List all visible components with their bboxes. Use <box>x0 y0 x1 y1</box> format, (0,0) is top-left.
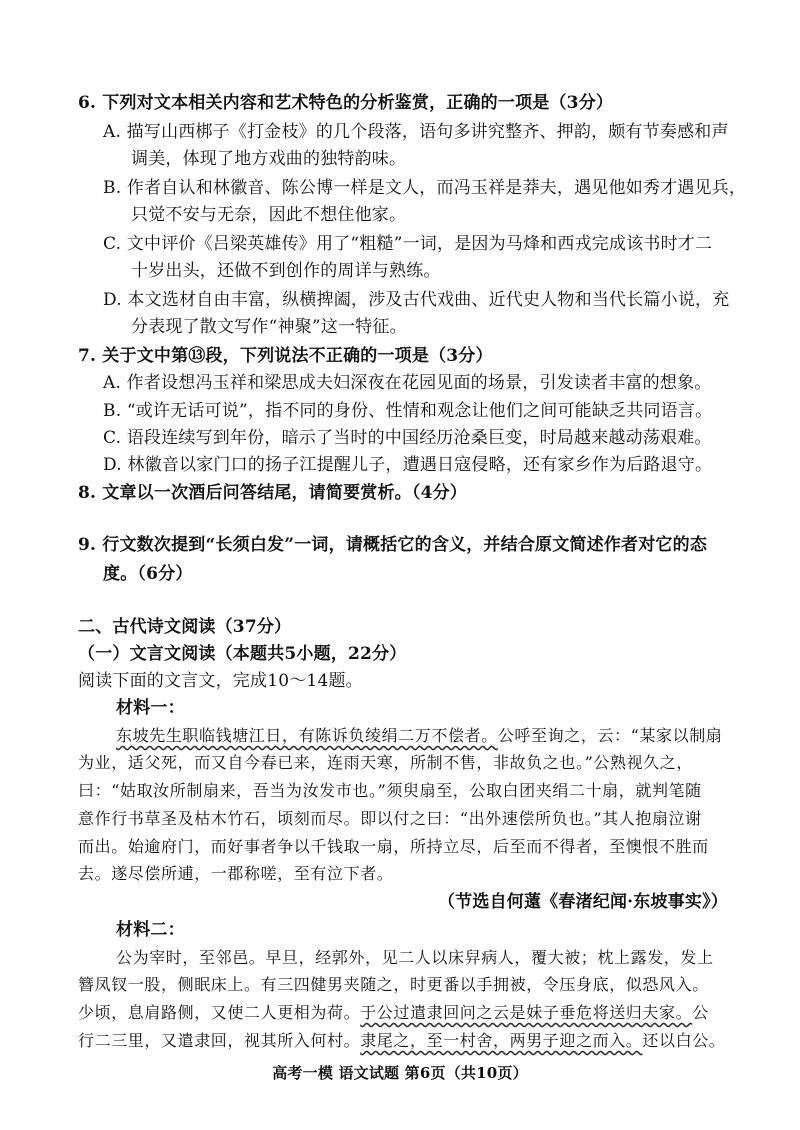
q6-option-a-line1: A. 描写山西梆子《打金枝》的几个段落，语句多讲究整齐、押韵，颇有节奏感和声 <box>103 122 729 142</box>
material1-underlined-phrase: 东坡先生职临钱塘江日，有陈诉负绫绢二万不偿者。 <box>116 726 498 745</box>
q6-option-d-line2: 分表现了散文写作“神聚”这一特征。 <box>131 317 407 337</box>
material2-underlined-phrase-2: 隶尾之，至一村舍，两男子迎之而入。 <box>360 1031 643 1050</box>
q7-option-b: B. “或许无话可说”，指不同的身份、性情和观念让他们之间可能缺乏共同语言。 <box>103 401 713 421</box>
material2-line4-end: 还以白公。 <box>642 1031 726 1050</box>
q7-option-d: D. 林徽音以家门口的扬子江提醒儿子，遭遇日寇侵略，还有家乡作为后路退守。 <box>103 455 713 475</box>
subsection-title: （一）文言文阅读（本题共5小题，22分） <box>78 644 407 664</box>
q6-option-c-line1: C. 文中评价《吕梁英雄传》用了“粗糙”一词，是因为马烽和西戎完成该书时才二 <box>103 234 713 254</box>
material2-line3-end: 公 <box>692 1003 709 1022</box>
section-title: 二、古代诗文阅读（37分） <box>78 617 292 637</box>
q6-option-b-line2: 只觉不安与无奈，因此不想住他家。 <box>131 205 407 225</box>
material2-line4 <box>78 1030 725 1052</box>
material2-line1: 公为宰时，至邻邑。早旦，经郭外，见二人以床舁病人，覆大被；枕上露发，发上 <box>116 948 714 967</box>
q6-option-b-line1: B. 作者自认和林徽音、陈公博一样是文人，而冯玉祥是莽夫，遇见他如秀才遇见兵， <box>103 178 747 198</box>
material1-line3: 曰：“姑取汝所制扇来，吾当为汝发市也。”须臾扇至，公取白团夹绢二十扇，就判笔随 <box>78 781 702 800</box>
material1-line5: 而出。始逾府门，而好事者争以千钱取一扇，所持立尽，后至而不得者，至懊恨不胜而 <box>78 837 709 856</box>
material1-line1-rest: 公呼至询之，云：“某家以制扇 <box>497 726 723 745</box>
q6-option-d-line1: D. 本文选材自由丰富，纵横捭阖，涉及古代戏曲、近代史人物和当代长篇小说，充 <box>103 290 730 310</box>
q9-stem-line2: 度。（6分） <box>103 564 193 584</box>
q9-stem-line1: 9. 行文数次提到“长须白发”一词，请概括它的含义，并结合原文简述作者对它的态 <box>78 535 708 555</box>
material1-line6: 去。遂尽偿所逋，一郡称嗟，至有泣下者。 <box>78 864 394 883</box>
q8-stem: 8. 文章以一次酒后问答结尾，请简要赏析。（4分） <box>78 483 467 503</box>
q7-stem: 7. 关于文中第⑬段，下列说法不正确的一项是（3分） <box>78 346 493 366</box>
material2-line3 <box>78 1002 709 1024</box>
q7-option-c: C. 语段连续写到年份，暗示了当时的中国经历沧桑巨变，时局越来越动荡艰难。 <box>103 428 712 448</box>
material2-line3-start: 少顷，息肩路侧，又使二人更相为荷。 <box>78 1003 361 1022</box>
material1-line4: 意作行书草圣及枯木竹石，顷刻而尽。即以付之曰：“出外速偿所负也。”其人抱扇泣谢 <box>78 809 702 828</box>
material1-line2: 为业，适父死，而又自今春已来，连雨天寒，所制不售，非故负之也。”公熟视久之， <box>78 753 693 772</box>
material1-label: 材料一： <box>116 698 185 718</box>
reading-instruction: 阅读下面的文言文，完成10～14题。 <box>78 671 363 691</box>
material2-label: 材料二： <box>116 920 185 940</box>
q6-option-c-line2: 十岁出头，还做不到创作的周详与熟练。 <box>131 261 441 281</box>
q7-option-a: A. 作者设想冯玉祥和梁思成夫妇深夜在花园见面的场景，引发读者丰富的想象。 <box>103 373 712 393</box>
material2-line2: 簪凤钗一股，侧眠床上。有三四健男夹随之，时更番以手拥被，令压身底，似恐风入。 <box>78 975 709 994</box>
q6-stem: 6. 下列对文本相关内容和艺术特色的分析鉴赏，正确的一项是（3分） <box>78 93 614 113</box>
q6-option-a-line2: 调美，体现了地方戏曲的独特韵味。 <box>131 149 407 169</box>
material2-underlined-phrase-1: 于公过遣隶回问之云是妹子垂危将送归夫家。 <box>360 1003 693 1022</box>
material1-line1 <box>116 725 722 747</box>
page-footer: 高考一模 语文试题 第6页（共10页） <box>272 1064 528 1082</box>
material1-source: （节选自何薳《春渚纪闻·东坡事实》） <box>437 892 728 912</box>
material2-line4-start: 行二三里，又遣隶回，视其所入何村。 <box>78 1031 361 1050</box>
